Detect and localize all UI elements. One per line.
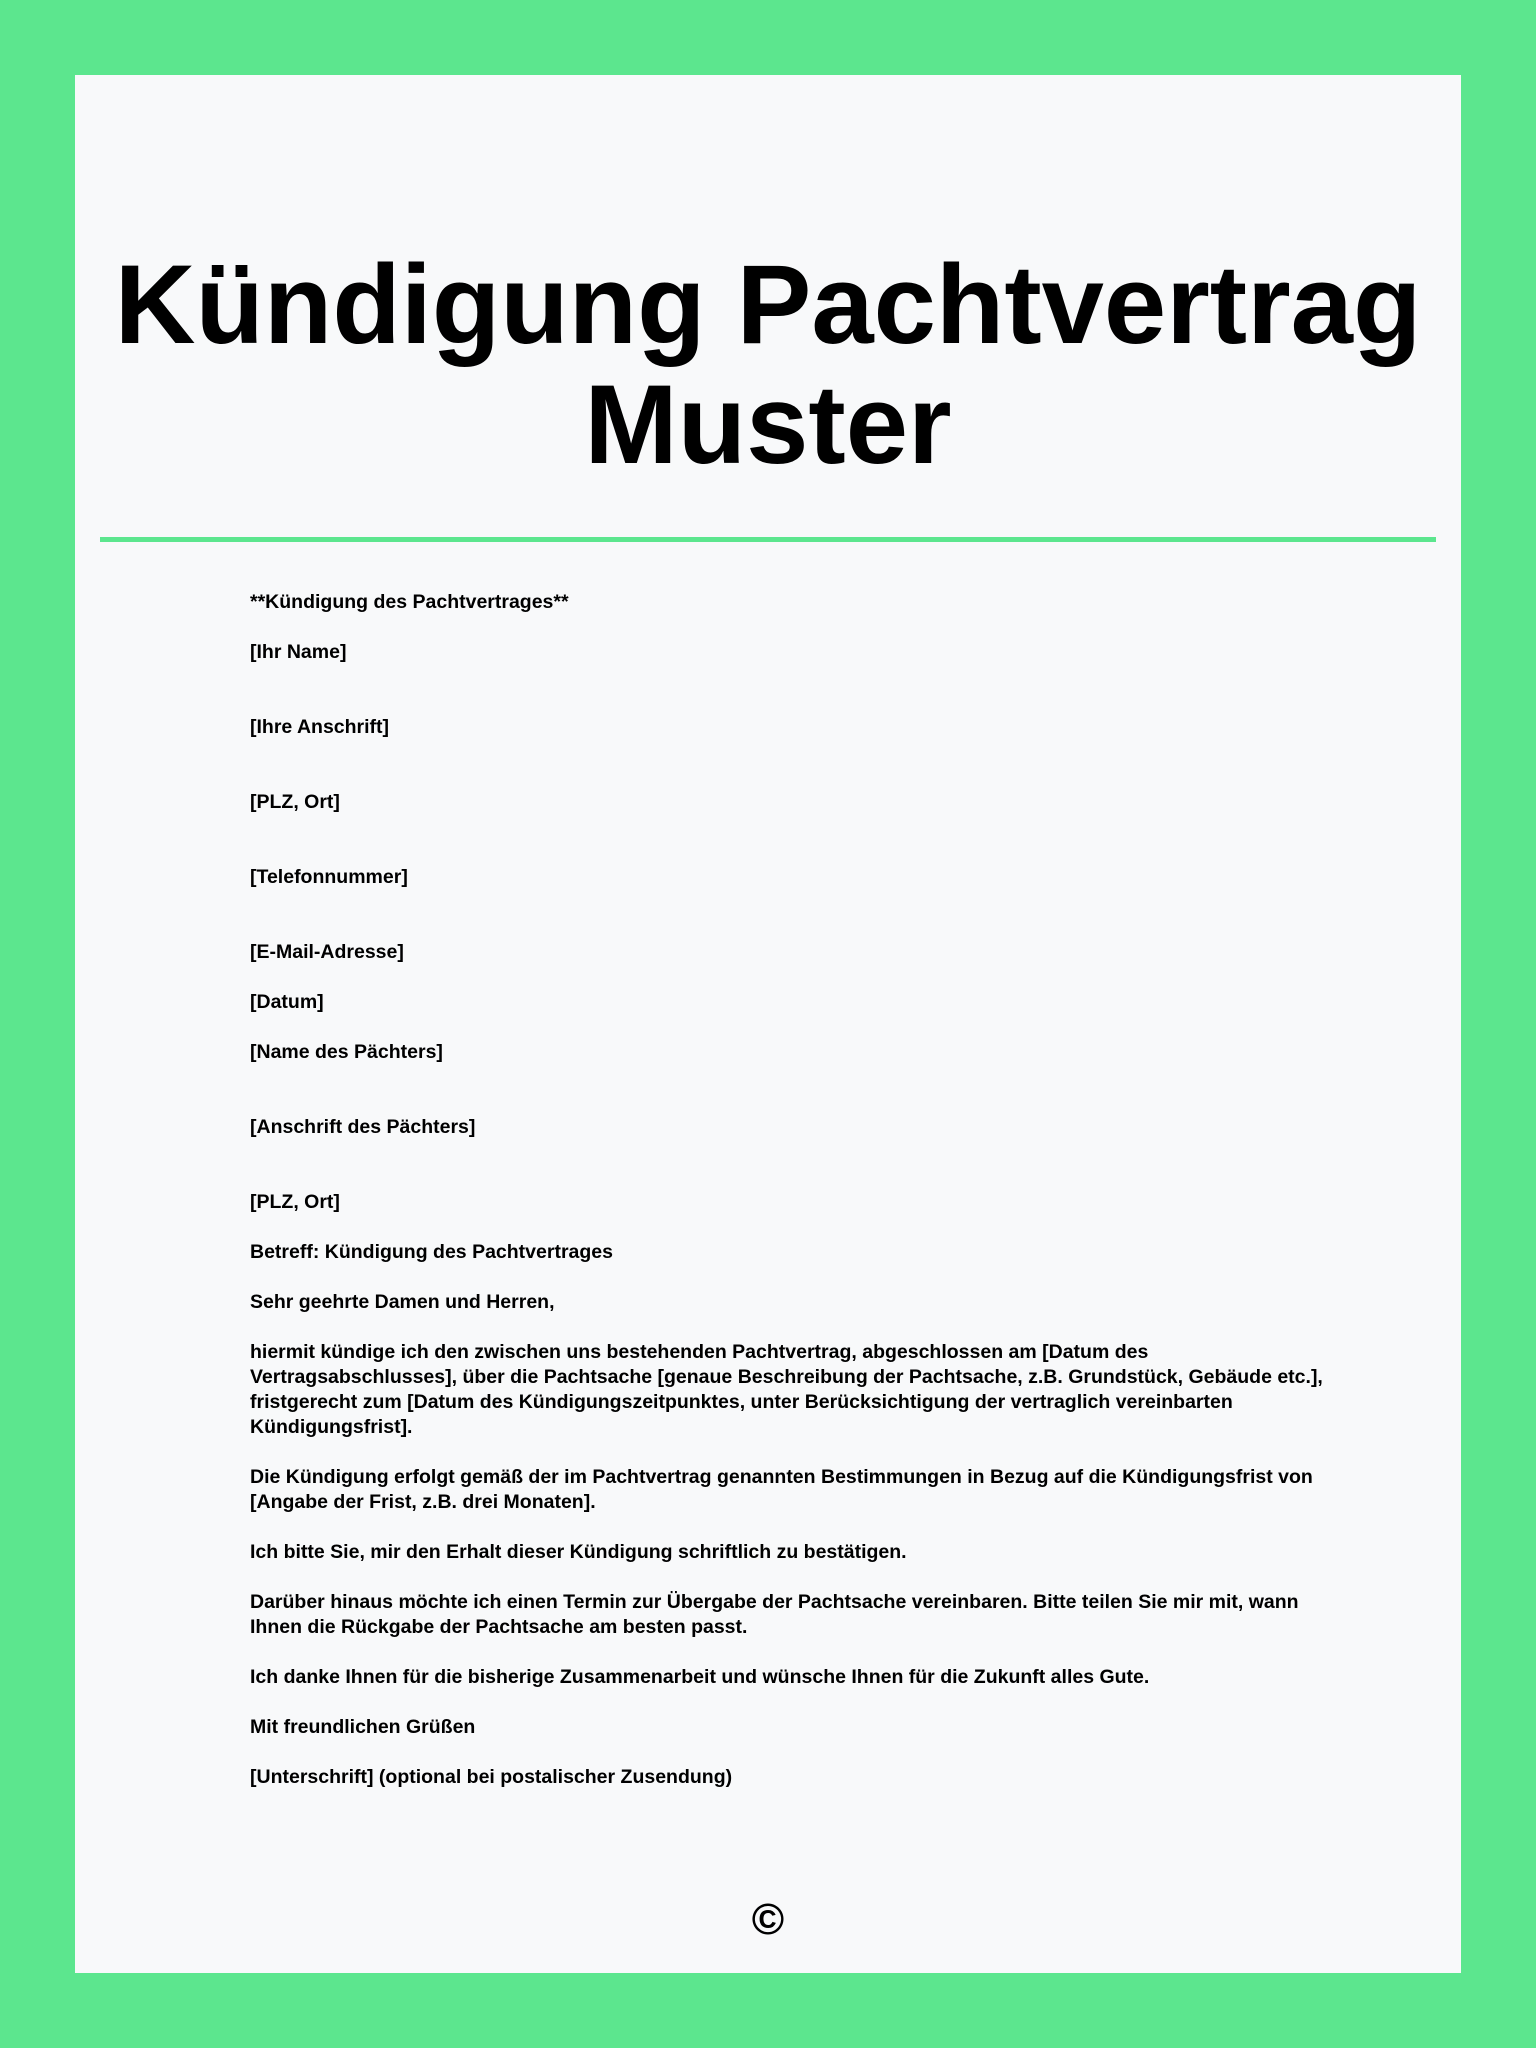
letter-signature: [Unterschrift] (optional bei postalischer Zusendung)	[250, 1766, 733, 1788]
recipient-address: [Anschrift des Pächters]	[250, 1116, 476, 1138]
letter-heading: **Kündigung des Pachtvertrages**	[250, 591, 569, 613]
letter-paragraph-1: hiermit kündige ich den zwischen uns bestehenden Pachtvertrag, abgeschlossen am [Datum des Vertragsabschlusses], über die Pachtsache [genaue Beschreibung der Pachtsache, z.B. Grundstück, Gebäude etc.], fristgerecht zum [Datum des Kündigungszeitpunktes, unter Berücksichtigung der vertraglich vereinbarten Kündigungsfrist].	[250, 1341, 1323, 1438]
letter-salutation: Sehr geehrte Damen und Herren,	[250, 1291, 555, 1313]
letter-paragraph-3: Ich bitte Sie, mir den Erhalt dieser Kündigung schriftlich zu bestätigen.	[250, 1541, 907, 1563]
letter-closing: Mit freundlichen Grüßen	[250, 1716, 476, 1738]
page-title	[75, 242, 1461, 487]
sender-phone: [Telefonnummer]	[250, 866, 408, 888]
letter-subject: Betreff: Kündigung des Pachtvertrages	[250, 1241, 613, 1263]
sender-email: [E-Mail-Adresse]	[250, 941, 404, 963]
sender-city: [PLZ, Ort]	[250, 791, 340, 813]
recipient-city: [PLZ, Ort]	[250, 1191, 340, 1213]
letter-paragraph-2: Die Kündigung erfolgt gemäß der im Pachtvertrag genannten Bestimmungen in Bezug auf die Kündigungsfrist von [Angabe der Frist, z.B. drei Monaten].	[250, 1466, 1313, 1513]
title-line-2: Muster	[584, 362, 952, 487]
document-sheet	[75, 75, 1461, 1973]
sender-name: [Ihr Name]	[250, 641, 347, 663]
letter-date: [Datum]	[250, 991, 324, 1013]
sender-address: [Ihre Anschrift]	[250, 716, 390, 738]
title-divider	[100, 537, 1436, 542]
letter-body	[250, 590, 1330, 1815]
letter-paragraph-4: Darüber hinaus möchte ich einen Termin zur Übergabe der Pachtsache vereinbaren. Bitte teilen Sie mir mit, wann Ihnen die Rückgabe der Pachtsache am besten passt.	[250, 1591, 1299, 1638]
recipient-name: [Name des Pächters]	[250, 1041, 443, 1063]
letter-paragraph-5: Ich danke Ihnen für die bisherige Zusammenarbeit und wünsche Ihnen für die Zukunft alles Gute.	[250, 1666, 1150, 1688]
copyright-icon: ©	[751, 1895, 785, 1944]
title-line-1: Kündigung Pachtvertrag	[114, 242, 1422, 367]
